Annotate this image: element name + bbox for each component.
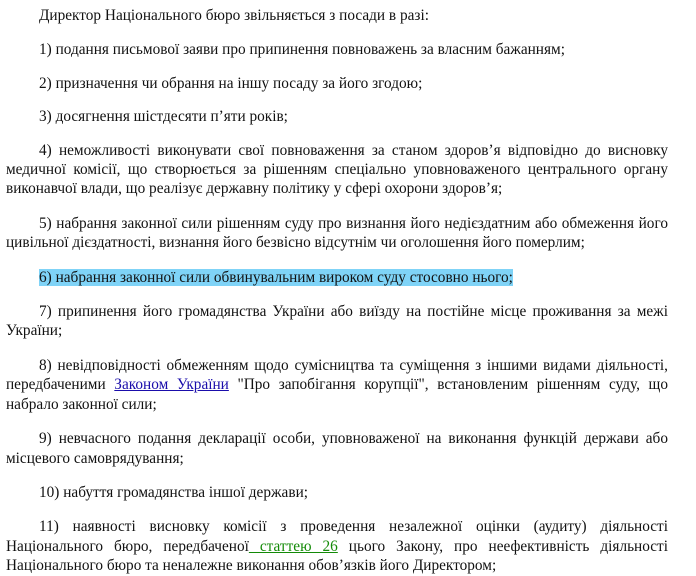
list-item-10: 10) набуття громадянства іншої держави; (39, 483, 309, 501)
list-item-9: 9) невчасного подання декларації особи, уповноваженої на виконання функцій держави або місцевого самоврядування; (6, 430, 668, 467)
document-body (6, 0, 668, 576)
list-item-8-text-after: "Про запобігання корупції", встановленим рішенням суду, що набрало законної сили; (6, 376, 668, 413)
list-item-7: 7) припинення його громадянства України або виїзду на постійне місце проживання за межі України; (6, 303, 668, 340)
paragraph-intro: Директор Національного бюро звільняється з посади в разі: (39, 7, 429, 24)
law-link[interactable]: Законом України (114, 376, 229, 394)
article-26-link[interactable]: статтею 26 (248, 537, 338, 555)
highlighted-text: 6) набрання законної сили обвинувальним вироком суду стосовно нього; (39, 268, 513, 286)
list-item-1: 1) подання письмової заяви про припинення повноважень за власним бажанням; (39, 41, 565, 59)
list-item-2: 2) призначення чи обрання на іншу посаду за його згодою; (39, 74, 423, 92)
list-item-3: 3) досягнення шістдесяти п’яти років; (39, 108, 288, 126)
list-item-5: 5) набрання законної сили рішенням суду про визнання його недієздатним або обмеження його цивільної дієздатності, визнання його безвісно відсутнім чи оголошення його померлим; (6, 214, 668, 252)
list-item-4: 4) неможливості виконувати свої повноваження за станом здоров’я відповідно до висновку медичної комісії, що створюється за рішенням спеціально уповноваженого центрального органу виконавчої влади, що реалізує державну політику у сфері охорони здоров’я; (6, 141, 668, 198)
list-item-11-text-before: 11) наявності висновку комісії з проведення незалежної оцінки (аудиту) діяльності Національного бюро, передбаченої (6, 518, 668, 555)
list-item-11-text-after: цього Закону, про неефективність діяльності Національного бюро та неналежне виконання обов’язків його Директором; (6, 537, 668, 575)
list-item-8 (6, 356, 668, 414)
list-item-8-text-before: 8) невідповідності обмеженням щодо сумісництва та суміщення з іншими видами діяльності, передбаченими (6, 356, 668, 394)
list-item-6 (6, 268, 668, 287)
list-item-11 (6, 517, 668, 575)
